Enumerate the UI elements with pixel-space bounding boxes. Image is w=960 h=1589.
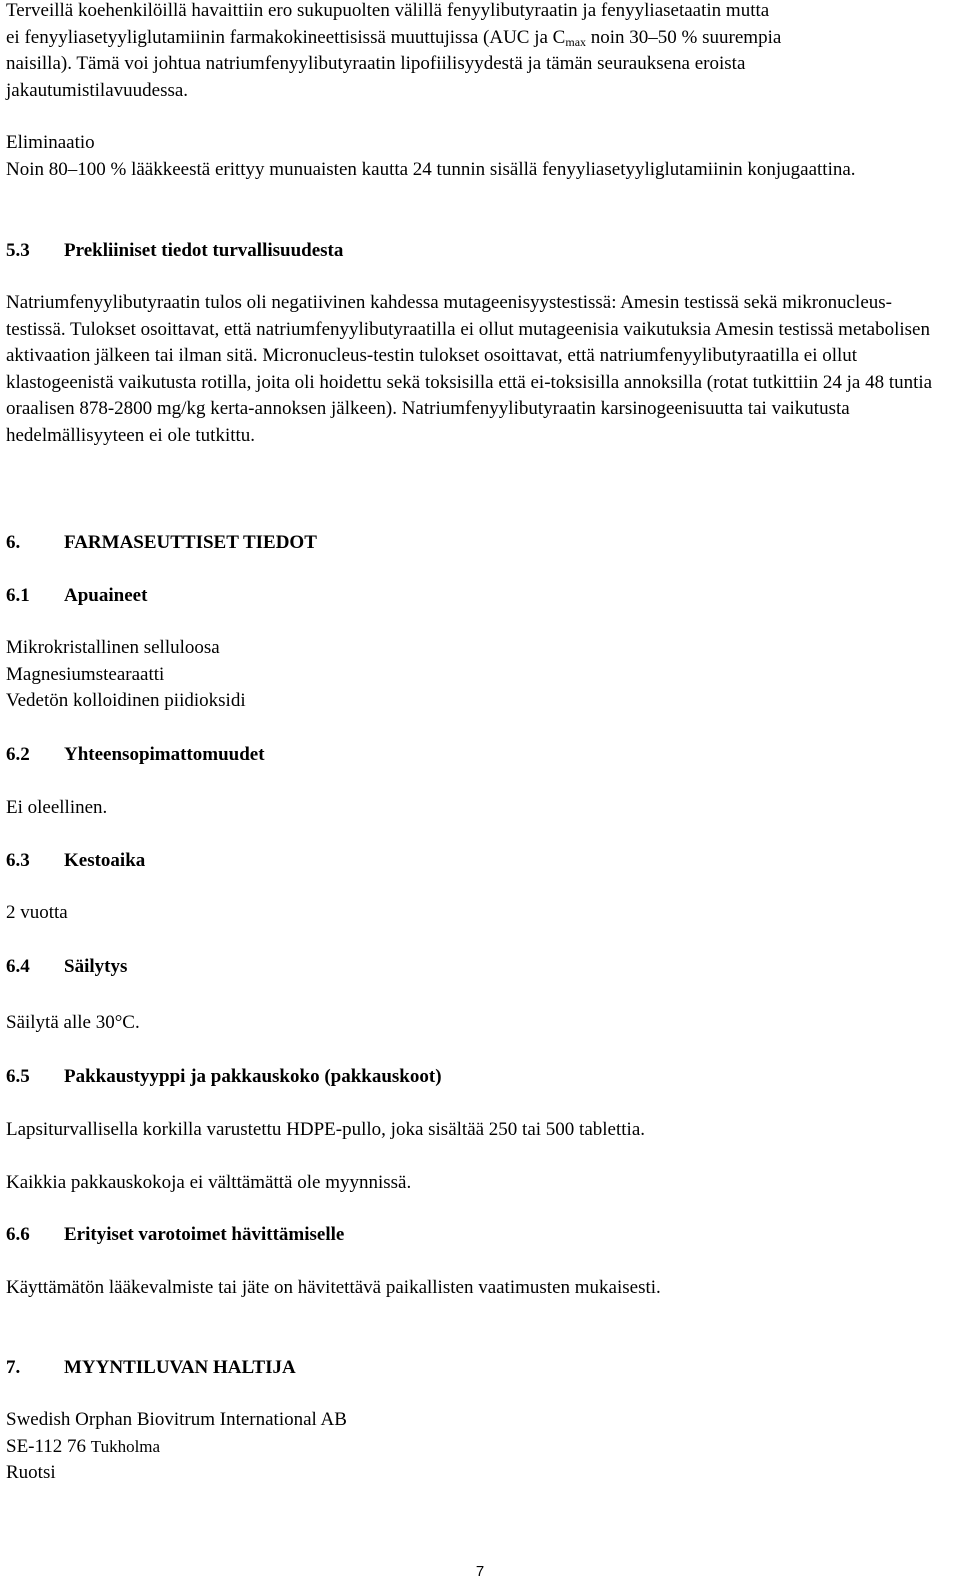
list-item: Vedetön kolloidinen piidioksidi [6,690,246,712]
section-6-4 [6,954,946,981]
section-6-1 [6,583,946,610]
section-6-5-note [6,1170,946,1197]
section-title: MYYNTILUVAN HALTIJA [64,1357,296,1378]
section-6-3-body [6,900,946,927]
paragraph-line: jakautumistilavuudessa. [6,79,189,101]
section-text: 2 vuotta [6,902,68,923]
section-6-4-body [6,1010,946,1037]
section-7 [6,1355,946,1382]
section-heading [6,1355,946,1382]
section-6 [6,530,946,557]
section-text: Ei oleellinen. [6,797,108,818]
section-heading [6,583,946,610]
section-text: Käyttämätön lääkevalmiste tai jäte on hävitettävä paikallisten vaatimusten mukaisesti. [6,1277,661,1298]
section-5-3 [6,238,946,265]
country: Ruotsi [6,1462,56,1484]
section-title: Säilytys [64,956,128,977]
section-heading [6,530,946,557]
excipients-list [6,635,946,715]
section-number: 6.1 [6,585,30,606]
postal-address [6,1434,946,1461]
section-number: 7. [6,1357,21,1378]
page-number: 7 [475,1563,485,1580]
section-title: Apuaineet [64,585,148,606]
section-6-3 [6,848,946,875]
paragraph-line: naisilla). Tämä voi johtua natriumfenyylibutyraatin lipofiilisyydestä ja tämän seurauksena eroista [6,53,746,75]
text-run: noin 30–50 % suurempia [586,26,782,48]
section-title: Erityiset varotoimet hävittämiselle [64,1224,345,1245]
paragraph-line: Terveillä koehenkilöillä havaittiin ero sukupuolten välillä fenyylibutyraatin ja fenyyliasetaatin mutta [6,0,770,21]
section-6-2-body [6,795,946,822]
company-name: Swedish Orphan Biovitrum International AB [6,1409,347,1430]
section-6-5 [6,1064,946,1091]
elimination-text: Noin 80–100 % lääkkeestä erittyy munuaisten kautta 24 tunnin sisällä fenyyliasetyyliglutamiinin konjugaattina. [6,158,856,180]
section-number: 6. [6,532,21,553]
section-number: 6.6 [6,1224,30,1245]
section-heading [6,238,946,265]
section-number: 6.4 [6,956,30,977]
preclinical-text: Natriumfenyylibutyraatin tulos oli negatiivinen kahdessa mutageenisyystestissä: Amesin testissä sekä mikronucleus-testissä. Tulokset osoittavat, että natriumfenyylibutyraatilla ei ollut mutageenisia vaikutuksia Amesin testissä metabolisen aktivaation jälkeen tai ilman sitä. Micronucleus-testin tulokset osoittavat, että natriumfenyylibutyraatilla ei ollut klastogeenistä vaikutusta rotilla, joita oli hoidettu sekä toksisilla että ei-toksisilla annoksilla (rotat tutkittiin 24 ja 48 tuntia oraalisen 878-2800 mg/kg kerta-annoksen jälkeen). Natriumfenyylibutyraatin karsinogeenisuutta tai vaikutusta hedelmällisyyteen ei ole tutkittu. [6,292,933,446]
section-title: Kestoaika [64,850,146,871]
section-title: Yhteensopimattomuudet [64,744,265,765]
section-heading [6,848,946,875]
elimination-section [6,130,946,183]
section-6-5-body [6,1117,946,1144]
section-heading [6,954,946,981]
section-6-6-body [6,1275,946,1302]
list-item: Mikrokristallinen selluloosa [6,637,220,658]
city: Tukholma [90,1436,161,1456]
marketing-authorisation-holder [6,1407,946,1487]
section-number: 6.2 [6,744,30,765]
pharmacokinetics-paragraph [6,0,946,104]
postcode: SE-112 76 [6,1435,91,1457]
subheading-elimination: Eliminaatio [6,132,95,153]
subscript-max: max [565,34,587,49]
list-item: Magnesiumstearaatti [6,663,165,685]
text-run: ei fenyyliasetyyliglutamiinin farmakokineettisissä muuttujissa (AUC ja C [6,26,566,48]
section-title: Pakkaustyyppi ja pakkauskoko (pakkauskoot) [64,1066,442,1087]
section-5-3-body [6,290,946,450]
section-text: Säilytä alle 30°C. [6,1012,140,1033]
section-6-2 [6,742,946,769]
section-number: 5.3 [6,240,30,261]
section-heading [6,1064,946,1091]
section-6-6 [6,1222,946,1249]
section-text: Kaikkia pakkauskokoja ei välttämättä ole myynnissä. [6,1172,412,1193]
section-text: Lapsiturvallisella korkilla varustettu HDPE-pullo, joka sisältää 250 tai 500 tablettia. [6,1119,645,1140]
section-title: FARMASEUTTISET TIEDOT [64,532,317,553]
section-title: Prekliiniset tiedot turvallisuudesta [64,240,344,261]
paragraph-line [6,25,946,52]
section-heading [6,1222,946,1249]
section-number: 6.5 [6,1066,30,1087]
section-number: 6.3 [6,850,30,871]
section-heading [6,742,946,769]
